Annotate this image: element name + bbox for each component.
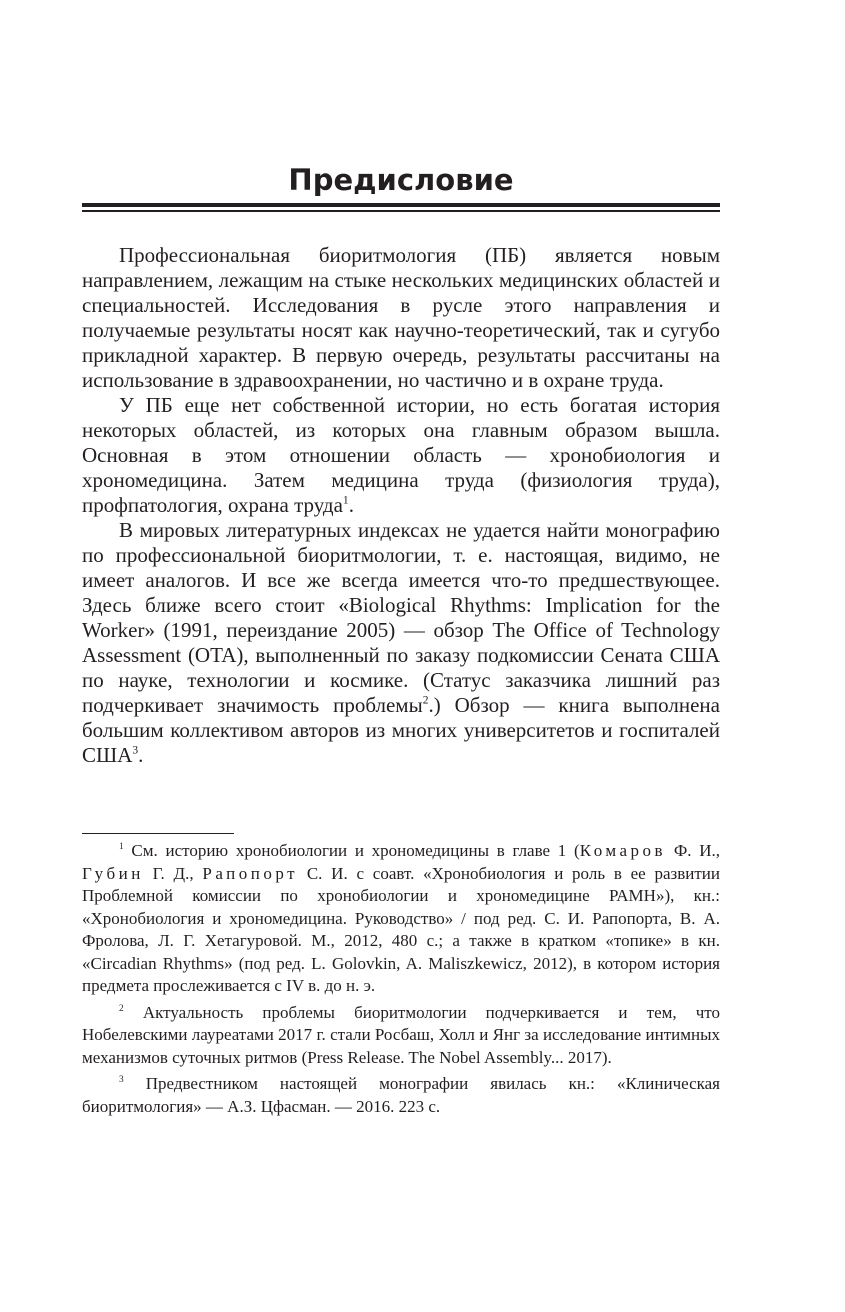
paragraph-3-part3: .	[138, 743, 144, 767]
author-name-2: Губин	[82, 863, 144, 883]
footnote-1-rest: С. И. с соавт. «Хронобиология и роль в ее развитии Проблемной комиссии по хронобиологии и хрономедицине РАМН»), кн.: «Хронобиология и хрономедицина. Руководство» / под ред. С. И. Рапопорта, В. А. Фролова, Л. Г. Хетагуровой. М., 2012, 480 с.; а также в кратком «топике» в кн. «Circadian Rhythms» (под ред. L. Golovkin, A. Maliszkewicz, 2012), в котором история предмета прослеживается с IV в. до н. э.	[82, 863, 720, 995]
footnote-2	[82, 1002, 720, 1070]
footnotes	[82, 840, 720, 1122]
main-text	[82, 243, 720, 768]
paragraph-2	[82, 393, 720, 518]
footnote-3	[82, 1073, 720, 1118]
footnote-1-mid1: Ф. И.,	[666, 841, 721, 860]
title-rule-thick	[82, 203, 720, 207]
footnote-1	[82, 840, 720, 998]
author-name-1: Комаров	[579, 841, 667, 860]
author-name-3: Рапопорт	[202, 863, 299, 883]
footnote-3-text: Предвестником настоящей монографии явилась кн.: «Клиническая биоритмология» — А.З. Цфасман. — 2016. 223 с.	[82, 1074, 721, 1116]
paragraph-3-part2: .) Обзор — книга выполнена большим коллективом авторов из многих университетов и госпиталей США	[82, 693, 720, 767]
footnote-1-lead: См. историю хронобиологии и хрономедицины в главе 1 (	[131, 841, 580, 860]
paragraph-2-end: .	[348, 493, 354, 517]
paragraph-1: Профессиональная биоритмология (ПБ) является новым направлением, лежащим на стыке нескольких медицинских областей и специальностей. Исследования в русле этого направления и получаемые результаты носят как научно-теоретический, так и сугубо прикладной характер. В первую очередь, результаты рассчитаны на использование в здравоохранении, но частично и в охране труда.	[82, 243, 720, 392]
paragraph-3	[82, 518, 720, 768]
chapter-title: Предисловие	[288, 163, 514, 197]
title-rule-thin	[82, 210, 720, 212]
footnote-separator	[82, 833, 234, 834]
footnote-ref-3: 3	[132, 744, 139, 757]
footnote-1-mark: 1	[119, 842, 124, 852]
footnote-ref-2: 2	[422, 694, 429, 707]
paragraph-3-part1: В мировых литературных индексах не удается найти монографию по профессиональной биоритмологии, т. е. настоящая, видимо, не имеет аналогов. И все же всегда имеется что-то предшествующее. Здесь ближе всего стоит «Biological Rhythms: Implication for the Worker» (1991, переиздание 2005) — обзор The Office of Technology Assessment (OTA), выполненный по заказу подкомиссии Сената США по науке, технологии и космике. (Статус заказчика лишний раз подчеркивает значимость проблемы	[82, 518, 720, 717]
footnote-1-mid2: Г. Д.,	[143, 863, 203, 883]
footnote-ref-1: 1	[342, 494, 349, 507]
footnote-2-mark: 2	[119, 1003, 124, 1014]
footnote-2-text: Актуальность проблемы биоритмологии подчеркивается и тем, что Нобелевскими лауреатами 2017 г. стали Росбаш, Холл и Янг за исследование интимных механизмов суточных ритмов (Press Release. The Nobel Assembly... 2017).	[82, 1002, 721, 1067]
footnote-3-mark: 3	[119, 1075, 124, 1085]
paragraph-2-text: У ПБ еще нет собственной истории, но есть богатая история некоторых областей, из которых она главным образом вышла. Основная в этом отношении область — хронобиология и хрономедицина. Затем медицина труда (физиология труда), профпатология, охрана труда	[82, 393, 720, 517]
